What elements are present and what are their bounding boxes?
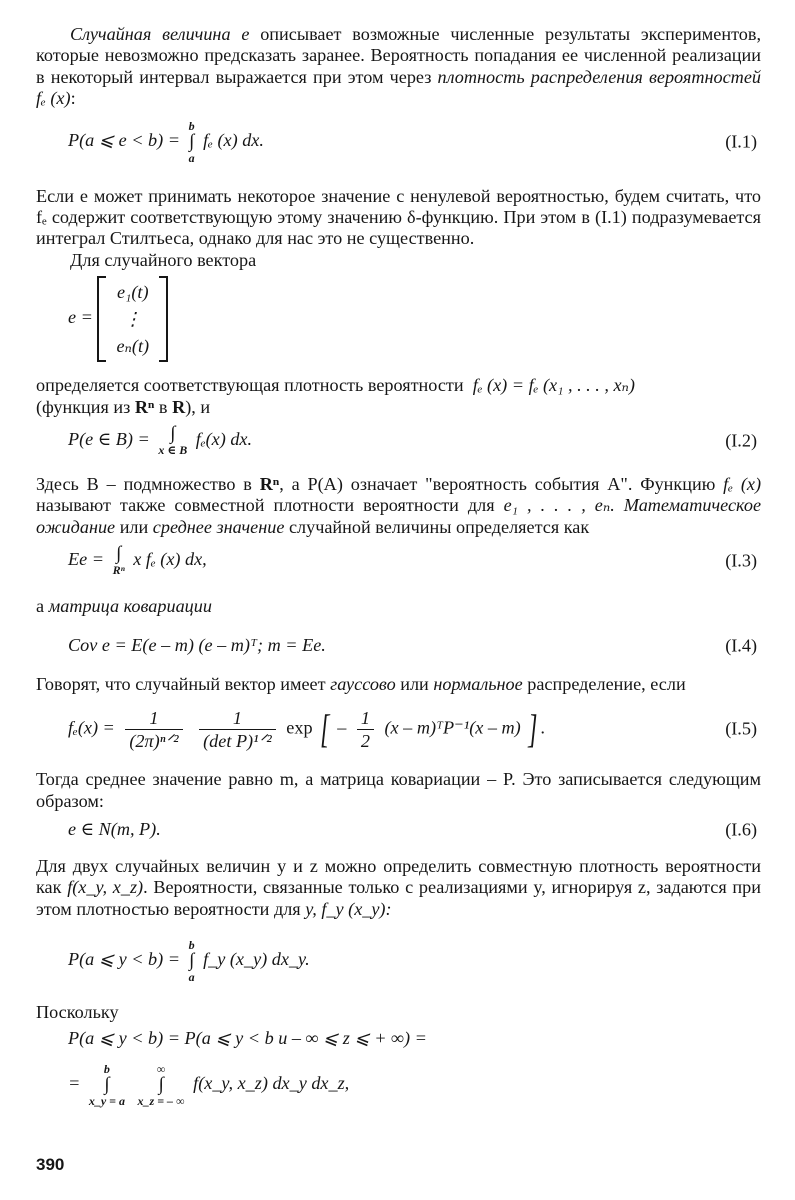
equation-number: (I.1) [725, 130, 757, 151]
equation-number: (I.3) [725, 550, 757, 571]
term-gaussian: гауссово [330, 673, 396, 694]
equation-number: (I.2) [725, 430, 757, 451]
column-vector: e₁(t) ⋮ eₙ(t) [97, 276, 168, 362]
paragraph-3: Для случайного вектора [70, 249, 257, 270]
equation-I-1: P(a ⩽ e < b) = b ∫ a fₑ (x) dx. (I.1) [68, 118, 757, 165]
equation-I-5: fₑ(x) = $\frac{1}{\text{(2π)ⁿᐟ²}}$ $\frac{1}{\text{(det P)¹ᐟ²}}$ exp [ – $\frac{1}{2}$ (x – m)ᵀP⁻¹(x – m) ] . (I.5) [68, 706, 757, 752]
term-mean: среднее значение [152, 516, 285, 537]
equation-number: (I.6) [725, 819, 757, 840]
term-expectation: Математическое ожидание [36, 495, 762, 537]
paragraph-7: Говорят, что случайный вектор имеет гауссово или нормальное распределение, если [36, 673, 686, 694]
paragraph-6: а матрица ковариации [36, 596, 212, 617]
integral-sign: ∫ Rⁿ [112, 543, 125, 578]
term-density: плотность распределения вероятностей [437, 66, 761, 87]
paragraph-9: Для двух случайных величин y и z можно определить совместную плотность вероятности как f(x_y, x_z). Вероятности, связанные только с реализациями y, игнорируя z, задаются при этом плотностью вероятности для y, f_y (x_y): [36, 855, 761, 919]
equation-since-2: = b ∫ x_y = a ∞ ∫ x_z = – ∞ f(x_y, x_z) dx_y dx_z, [68, 1061, 350, 1108]
equation-number: (I.4) [725, 634, 757, 655]
paragraph-5: Здесь B – подмножество в Rⁿ, а P(A) означает "вероятность события A". Функцию fₑ (x) называют также совместной плотности вероятности для e₁ , . . . , eₙ. Математическое ожидание или среднее значение случайной величины определяется как [36, 474, 762, 537]
equation-I-6: e ∈ N(m, P). (I.6) [68, 819, 757, 840]
equation-I-3: Ee = ∫ Rⁿ x fₑ (x) dx, (I.3) [68, 543, 757, 578]
equation-I-4: Cov e = E(e – m) (e – m)ᵀ; m = Ee. (I.4) [68, 634, 757, 655]
integral-sign: ∞ ∫ x_z = – ∞ [137, 1061, 185, 1108]
term-covariance: матрица ковариации [48, 596, 212, 617]
term-normal: нормальное [433, 673, 523, 694]
equation-number: (I.5) [725, 718, 757, 739]
integral-sign: ∫ x ∈ B [158, 423, 188, 458]
vector-definition: e = e₁(t) ⋮ eₙ(t) [36, 271, 761, 367]
paragraph-10: Поскольку [36, 1002, 119, 1023]
equation-marginal: P(a ⩽ y < b) = b ∫ a f_y (x_y) dx_y. [68, 938, 310, 985]
page-number: 390 [36, 1155, 65, 1174]
paragraph-4: определяется соответствующая плотность вероятности fₑ (x) = fₑ (x₁ , . . . , xₙ) (функция из Rⁿ в R), и [36, 375, 635, 417]
paragraph-2: Если e может принимать некоторое значение с ненулевой вероятностью, будем считать, что fₑ содержит соответствующую этому значению δ-функцию. При этом в (I.1) подразумевается интеграл Стилтьеса, однако для нас это не существенно. [36, 185, 761, 249]
integral-sign: b ∫ a [188, 118, 195, 165]
integral-sign: b ∫ a [188, 938, 195, 985]
paragraph-8: Тогда среднее значение равно m, а матрица ковариации – P. Это записывается следующим образом: [36, 769, 761, 811]
term-random-variable: Случайная величина e [70, 24, 250, 44]
equation-I-2: P(e ∈ B) = ∫ x ∈ B fₑ(x) dx. (I.2) [68, 423, 757, 458]
equation-since-1: P(a ⩽ y < b) = P(a ⩽ y < b и – ∞ ⩽ z ⩽ + ∞) = [68, 1027, 427, 1048]
paragraph-1: Случайная величина e описывает возможные численные результаты экспериментов, которые невозможно предсказать заранее. Вероятность попадания ее численной реализации в некоторый интервал выражается при этом через плотность распределения вероятностей fₑ (x): [36, 24, 762, 109]
integral-sign: b ∫ x_y = a [88, 1061, 125, 1108]
